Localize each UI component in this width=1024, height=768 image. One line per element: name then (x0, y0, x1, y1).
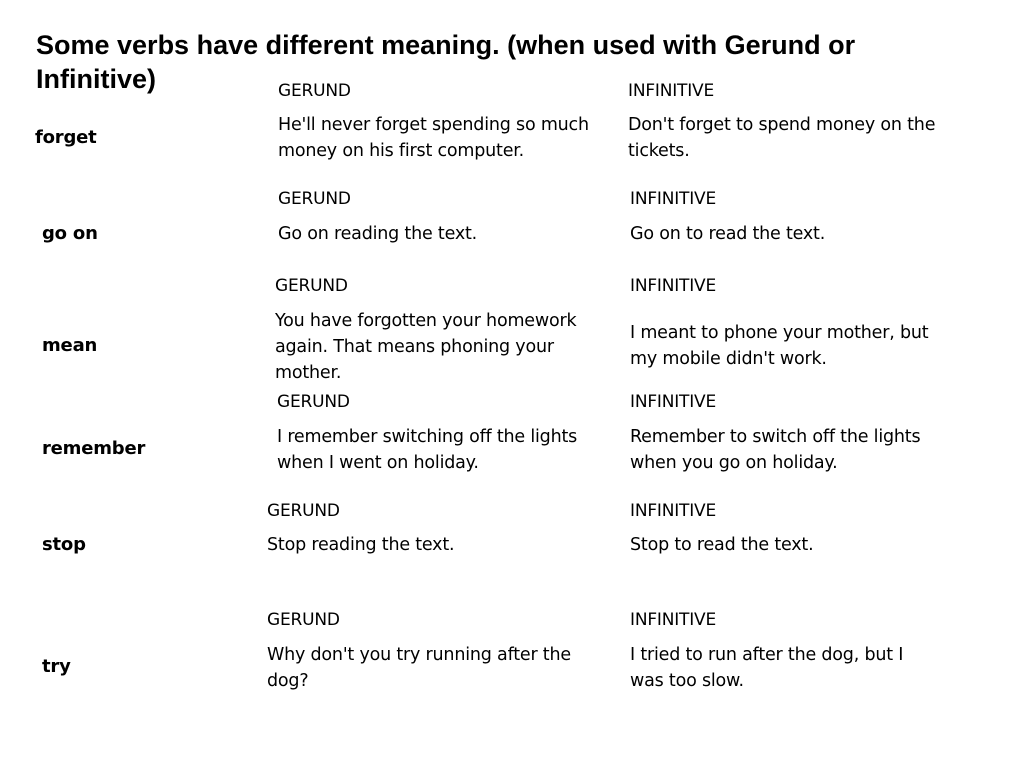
verb-label: stop (42, 534, 86, 555)
infinitive-header: INFINITIVE (630, 501, 717, 521)
page-title: Some verbs have different meaning. (when used with Gerund or Infinitive) (36, 30, 856, 94)
verb-label: remember (42, 438, 146, 459)
gerund-header: GERUND (275, 276, 348, 296)
infinitive-example: Stop to read the text. (630, 535, 814, 555)
gerund-header: GERUND (278, 81, 351, 101)
infinitive-header: INFINITIVE (628, 81, 715, 101)
gerund-header: GERUND (277, 392, 350, 412)
infinitive-header: INFINITIVE (630, 392, 717, 412)
infinitive-example: Go on to read the text. (630, 224, 826, 244)
verb-label: try (42, 656, 71, 677)
gerund-header: GERUND (278, 189, 351, 209)
gerund-example: I remember switching off the lights when I went on holiday. (277, 427, 578, 473)
gerund-header: GERUND (267, 610, 340, 630)
gerund-example: Why don't you try running after the dog? (267, 645, 571, 691)
verb-label: forget (35, 127, 97, 148)
infinitive-example: I tried to run after the dog, but I was too slow. (630, 645, 904, 691)
infinitive-example: I meant to phone your mother, but my mobile didn't work. (630, 323, 929, 369)
infinitive-header: INFINITIVE (630, 189, 717, 209)
infinitive-example: Remember to switch off the lights when you go on holiday. (630, 427, 921, 473)
gerund-header: GERUND (267, 501, 340, 521)
gerund-example: Stop reading the text. (267, 535, 455, 555)
infinitive-header: INFINITIVE (630, 610, 717, 630)
gerund-example: Go on reading the text. (278, 224, 478, 244)
gerund-example: You have forgotten your homework again. That means phoning your mother. (275, 311, 577, 383)
verb-label: mean (42, 335, 98, 356)
infinitive-example: Don't forget to spend money on the tickets. (628, 115, 936, 161)
verb-label: go on (42, 223, 98, 244)
infinitive-header: INFINITIVE (630, 276, 717, 296)
gerund-example: He'll never forget spending so much money on his first computer. (278, 115, 589, 161)
